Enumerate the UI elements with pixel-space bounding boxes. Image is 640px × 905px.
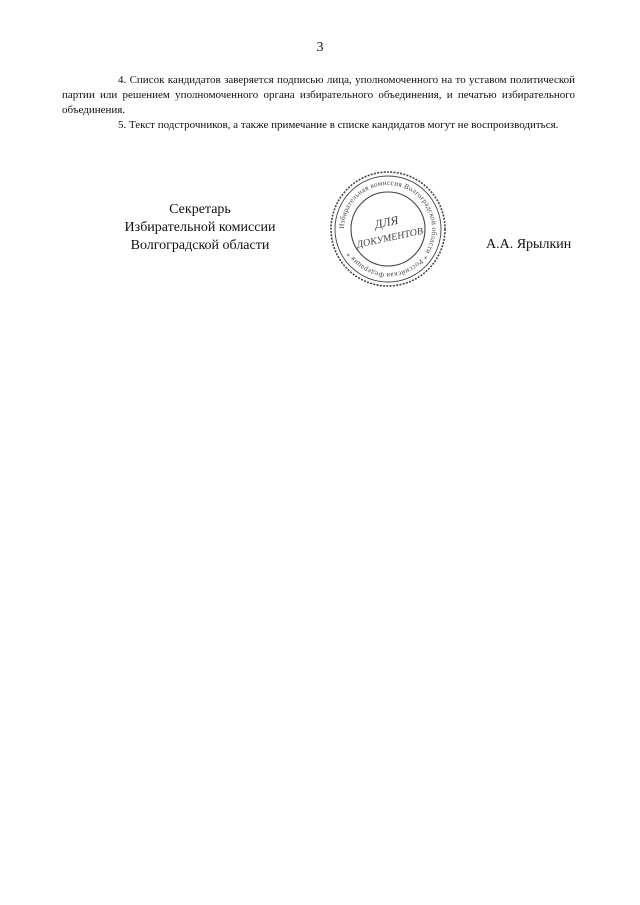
document-body (62, 73, 575, 133)
paragraph-5: 5. Текст подстрочников, а также примечание в списке кандидатов могут не воспроизводиться. (118, 119, 559, 131)
stamp-center-line-1: ДЛЯ (373, 212, 400, 232)
signer-name: А.А. Ярылкин (486, 237, 572, 252)
stamp-seal-icon (328, 168, 448, 290)
signature-position-title (100, 201, 300, 255)
page-number: 3 (316, 40, 324, 55)
stamp-center-line-2: ДОКУМЕНТОВ (355, 225, 425, 251)
official-stamp (328, 168, 448, 290)
stamp-ring-text: Избирательная комиссия Волгоградской области * Российская Федерация * (337, 178, 439, 280)
stamp-rings (331, 172, 445, 286)
signature-title-line-1: Секретарь (169, 202, 231, 217)
signature-title-line-3: Волгоградской области (130, 238, 270, 253)
signature-title-line-2: Избирательной комиссии (124, 220, 276, 235)
paragraph-4: 4. Список кандидатов заверяется подписью лица, уполномоченного на то уставом политической партии или решением уполномоченного органа избирательного объединения, и печатью избирательного объединения. (62, 74, 575, 116)
